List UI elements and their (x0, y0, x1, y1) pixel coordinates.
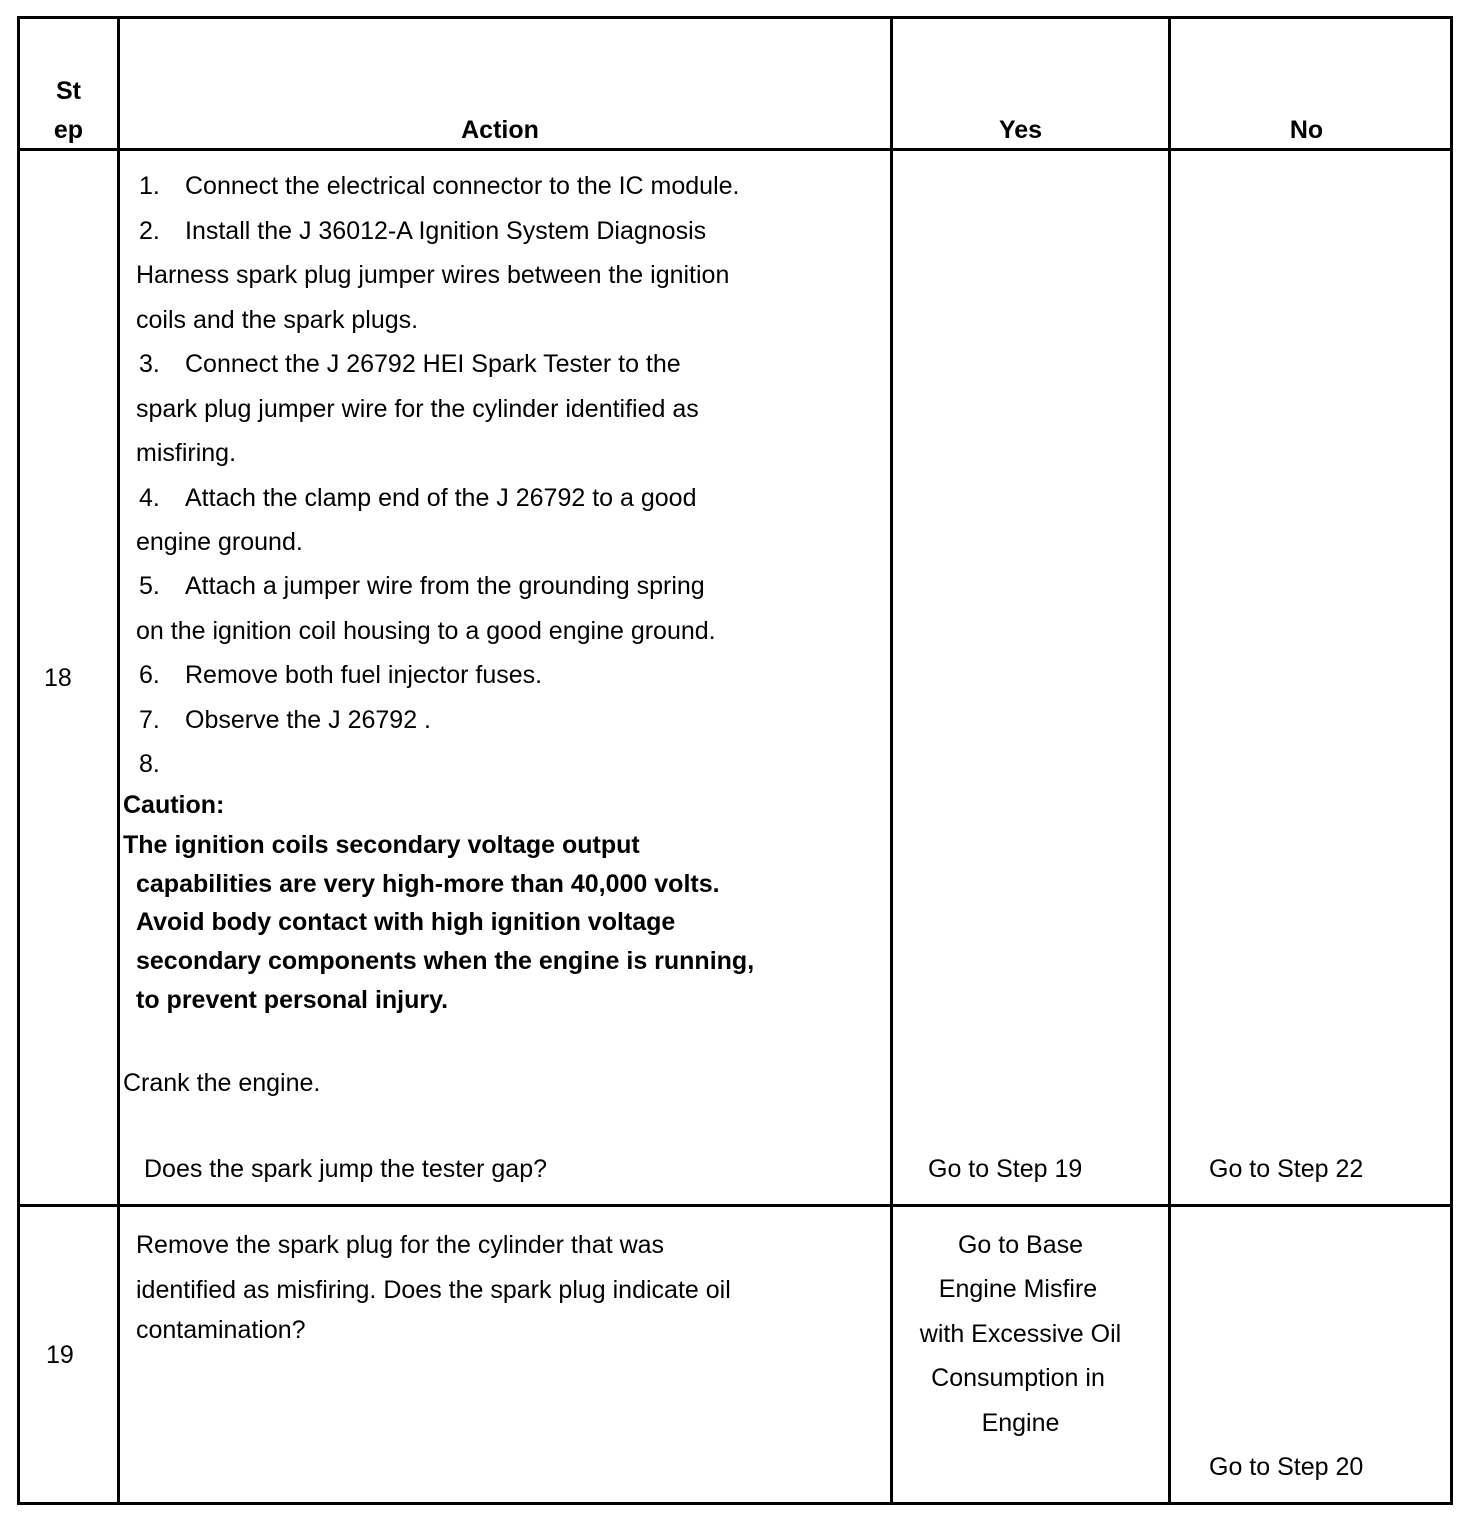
list-item-number: 7. (139, 706, 160, 734)
header-divider (17, 148, 1453, 151)
action-text: identified as misfiring. Does the spark plug indicate oil (136, 1276, 731, 1304)
table-border-bottom (17, 1502, 1453, 1505)
list-item-text: Connect the electrical connector to the IC module. (185, 172, 740, 200)
yes-result-line: with Excessive Oil (919, 1320, 1122, 1348)
list-item-text: Install the J 36012-A Ignition System Diagnosis (185, 217, 707, 245)
header-step-line1: St (56, 77, 81, 105)
yes-result-line: Go to Base (957, 1231, 1084, 1259)
no-result: Go to Step 22 (1209, 1155, 1364, 1183)
yes-result-line: Engine (981, 1409, 1060, 1437)
list-item-number: 5. (139, 572, 160, 600)
question-text: Does the spark jump the tester gap? (144, 1155, 548, 1183)
table-border-right (1450, 16, 1453, 1505)
yes-result: Go to Step 19 (928, 1155, 1083, 1183)
caution-text: secondary components when the engine is running, (136, 947, 755, 975)
list-item-text: Observe the J 26792 . (185, 706, 431, 734)
crank-instruction: Crank the engine. (123, 1069, 321, 1097)
list-item-text: spark plug jumper wire for the cylinder identified as (136, 395, 699, 423)
list-item-text: Connect the J 26792 HEI Spark Tester to the (185, 350, 681, 378)
header-step-line2: ep (53, 116, 84, 144)
row-divider (17, 1204, 1453, 1207)
header-yes: Yes (998, 116, 1043, 144)
list-item-text: Attach a jumper wire from the grounding spring (185, 572, 705, 600)
list-item-text: engine ground. (136, 528, 303, 556)
action-text: contamination? (136, 1316, 306, 1344)
caution-text: to prevent personal injury. (136, 986, 449, 1014)
table-border-top (17, 16, 1453, 19)
caution-text: Avoid body contact with high ignition voltage (136, 908, 676, 936)
yes-result-line: Engine Misfire (938, 1275, 1098, 1303)
caution-text: The ignition coils secondary voltage output (123, 831, 640, 859)
no-result: Go to Step 20 (1209, 1453, 1364, 1481)
list-item-number: 3. (139, 350, 160, 378)
yes-result-line: Consumption in (931, 1364, 1105, 1392)
table-border-left (17, 16, 20, 1505)
list-item-text: misfiring. (136, 439, 237, 467)
list-item-text: Attach the clamp end of the J 26792 to a good (185, 484, 697, 512)
caution-label: Caution: (123, 791, 225, 819)
list-item-text: Remove both fuel injector fuses. (185, 661, 543, 689)
step-number: 18 (44, 664, 72, 692)
column-divider-step (117, 16, 120, 1505)
list-item-number: 4. (139, 484, 160, 512)
header-action: Action (461, 116, 539, 144)
list-item-number: 6. (139, 661, 160, 689)
list-item-number: 2. (139, 217, 160, 245)
list-item-number: 1. (139, 172, 160, 200)
list-item-text: on the ignition coil housing to a good engine ground. (136, 617, 716, 645)
caution-text: capabilities are very high-more than 40,000 volts. (136, 870, 720, 898)
action-text: Remove the spark plug for the cylinder that was (136, 1231, 665, 1259)
list-item-text: coils and the spark plugs. (136, 306, 419, 334)
step-number: 19 (46, 1341, 74, 1369)
header-no: No (1289, 116, 1324, 144)
diagnostic-table (17, 16, 1453, 1505)
list-item-text: Harness spark plug jumper wires between the ignition (136, 261, 730, 289)
list-item-number: 8. (139, 750, 160, 778)
column-divider-yes (1168, 16, 1171, 1505)
